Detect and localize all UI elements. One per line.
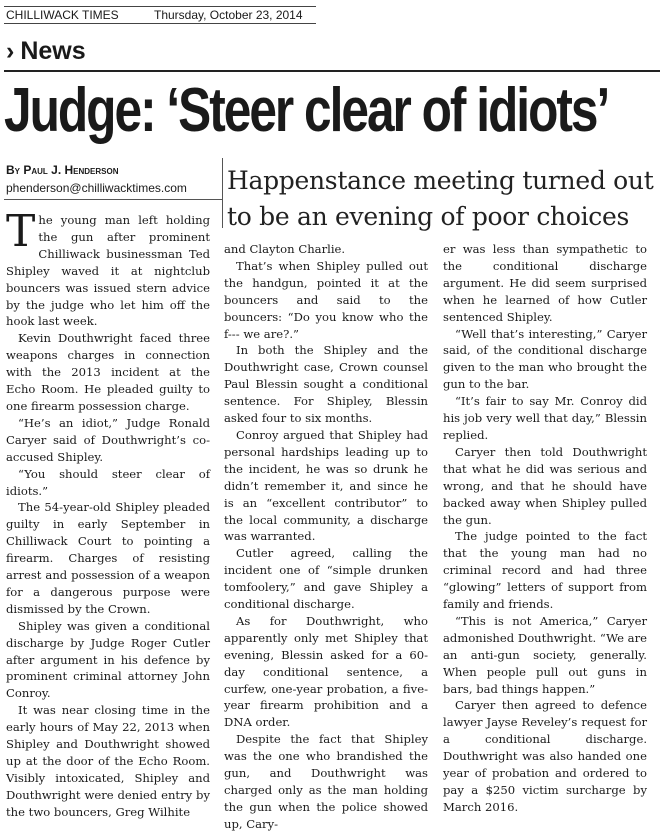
byline: [6, 162, 119, 178]
paragraph: The judge pointed to the fact that the young man had no criminal record and had three “glowing” letters of support from family and friends.: [443, 529, 647, 612]
deck-subheadline: Happenstance meeting turned out to be an evening of poor choices: [227, 166, 654, 231]
paragraph: The 54-year-old Shipley pleaded guilty in early September in Chilliwack Court to pointing a firearm. Charges of resisting arrest and possession of a weapon for a dangerous purpose were dismissed by the Crown.: [6, 500, 210, 616]
byline-divider: [4, 199, 222, 200]
paragraph: In both the Shipley and the Douthwright case, Crown counsel Paul Blessin sought a conditional sentence. For Shipley, Blessin asked four to six months.: [224, 343, 428, 426]
section-label: [6, 36, 86, 66]
deck-divider: [222, 158, 223, 228]
paragraph: “It’s fair to say Mr. Conroy did his job very well that day,” Blessin replied.: [443, 394, 647, 442]
author-email: phenderson@chilliwacktimes.com: [6, 181, 187, 195]
paragraph: As for Douthwright, who apparently only met Shipley that evening, Blessin asked for a 60-day conditional sentence, a curfew, one-year probation, a five-year firearm prohibition and a DNA order.: [224, 613, 428, 730]
headline: Judge: ‘Steer clear of idiots’: [4, 76, 609, 145]
byline-prefix: By: [6, 163, 21, 177]
paragraph: Caryer then told Douthwright that what he did was serious and wrong, and that he should have backed away when Shipley pulled the gun.: [443, 444, 647, 527]
byline-author: Paul J. Henderson: [23, 163, 119, 177]
paragraph: Cutler agreed, calling the incident one of “simple drunken tomfoolery,” and gave Shipley a conditional discharge.: [224, 546, 428, 612]
paper-name: CHILLIWACK TIMES: [6, 8, 119, 22]
paragraph: That’s when Shipley pulled out the handgun, pointed it at the bouncers and said to the bouncers: “Do you know who the f--- we are?.”: [224, 258, 428, 341]
article-column-3: [443, 241, 647, 816]
paragraph: “You should steer clear of idiots.”: [6, 466, 210, 498]
masthead-bar: [4, 6, 316, 24]
paragraph: Shipley was given a conditional discharge by Judge Roger Cutler after argument in his defence by prominent criminal attorney John Conroy.: [6, 618, 210, 701]
paragraph: and Clayton Charlie.: [224, 242, 346, 256]
paragraph: he young man left holding the gun after prominent Chilliwack businessman Ted Shipley waved it at nightclub bouncers was issued stern advice by the judge who let him off the hook last week.: [6, 213, 210, 329]
paragraph: Despite the fact that Shipley was the one who brandished the gun, and Douthwright was charged only as the man holding the gun when the police showed up, Cary-: [224, 732, 428, 831]
paragraph: er was less than sympathetic to the conditional discharge argument. He did seem surprised when he learned of how Cutler sentenced Shipley.: [443, 242, 647, 324]
section-title: News: [20, 37, 86, 65]
paragraph: “This is not America,” Caryer admonished Douthwright. “We are an anti-gun society, generally. When people pull out guns in bars, bad things happen.”: [443, 613, 647, 696]
paragraph: Kevin Douthwright faced three weapons charges in connection with the 2013 incident at the Echo Room. He pleaded guilty to one firearm possession charge.: [6, 331, 210, 413]
paragraph: Conroy argued that Shipley had personal hardships leading up to the incident, he was so drunk he didn’t remember it, and since he is an “excellent contributor” to the local community, a discharge was warranted.: [224, 427, 428, 544]
article-column-2: [224, 241, 428, 833]
article-column-1: [6, 206, 210, 821]
paragraph: “He’s an idiot,” Judge Ronald Caryer said of Douthwright’s co-accused Shipley.: [6, 415, 210, 464]
issue-date: Thursday, October 23, 2014: [154, 8, 303, 22]
chevron-right-icon: ›: [6, 37, 15, 65]
paragraph: Caryer then agreed to defence lawyer Jayse Reveley’s request for a conditional discharge. Douthwright was also handed one year of probation and ordered to pay a $250 victim surcharge by March 2016.: [443, 698, 647, 814]
paragraph: It was near closing time in the early hours of May 22, 2013 when Shipley and Douthwright showed up at the door of the Echo Room. Visibly intoxicated, Shipley and Douthwright were denied entry by the two bouncers, Greg Wilhite: [6, 703, 210, 819]
drop-cap: T: [6, 206, 36, 257]
paragraph: “Well that’s interesting,” Caryer said, of the conditional discharge given to the man who brought the gun to the bar.: [443, 326, 647, 392]
